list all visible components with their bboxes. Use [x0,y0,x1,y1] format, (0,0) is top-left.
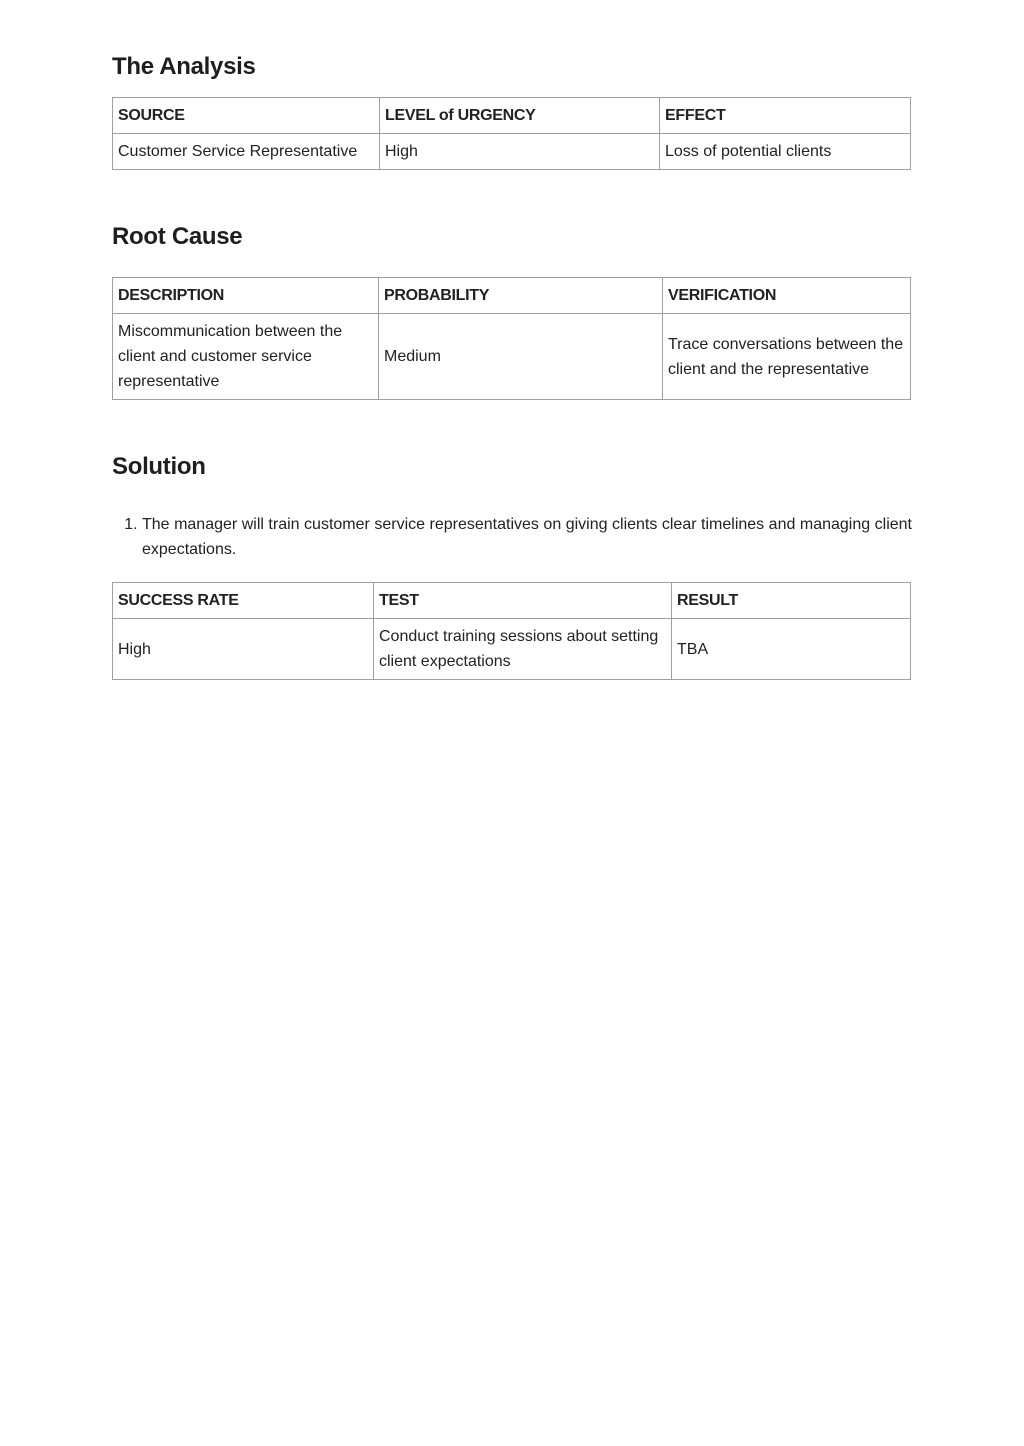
header-description: DESCRIPTION [113,278,379,314]
header-verification: VERIFICATION [663,278,911,314]
header-source: SOURCE [113,98,380,134]
cell-description: Miscommunication between the client and customer service representative [113,314,379,400]
header-success-rate: SUCCESS RATE [113,583,374,619]
table-header-row [113,278,911,314]
root-cause-heading: Root Cause [112,223,243,250]
cell-level-of-urgency: High [380,134,660,170]
solution-heading: Solution [112,453,206,480]
header-probability: PROBABILITY [379,278,663,314]
table-header-row [113,98,911,134]
root-cause-table [112,277,911,400]
cell-result: TBA [672,619,911,680]
cell-success-rate: High [113,619,374,680]
solution-table [112,582,911,680]
analysis-heading: The Analysis [112,53,256,80]
table-header-row [113,583,911,619]
list-item: 1. The manager will train customer service representatives on giving clients clear timelines and managing client expectations. [142,512,912,562]
analysis-table [112,97,911,170]
header-result: RESULT [672,583,911,619]
header-level-of-urgency: LEVEL of URGENCY [380,98,660,134]
cell-verification: Trace conversations between the client and the representative [663,314,911,400]
header-test: TEST [374,583,672,619]
header-effect: EFFECT [660,98,911,134]
cell-probability: Medium [379,314,663,400]
table-row [113,619,911,680]
solution-list [112,512,912,562]
cell-source: Customer Service Representative [113,134,380,170]
cell-test: Conduct training sessions about setting client expectations [374,619,672,680]
table-row [113,314,911,400]
table-row [113,134,911,170]
cell-effect: Loss of potential clients [660,134,911,170]
